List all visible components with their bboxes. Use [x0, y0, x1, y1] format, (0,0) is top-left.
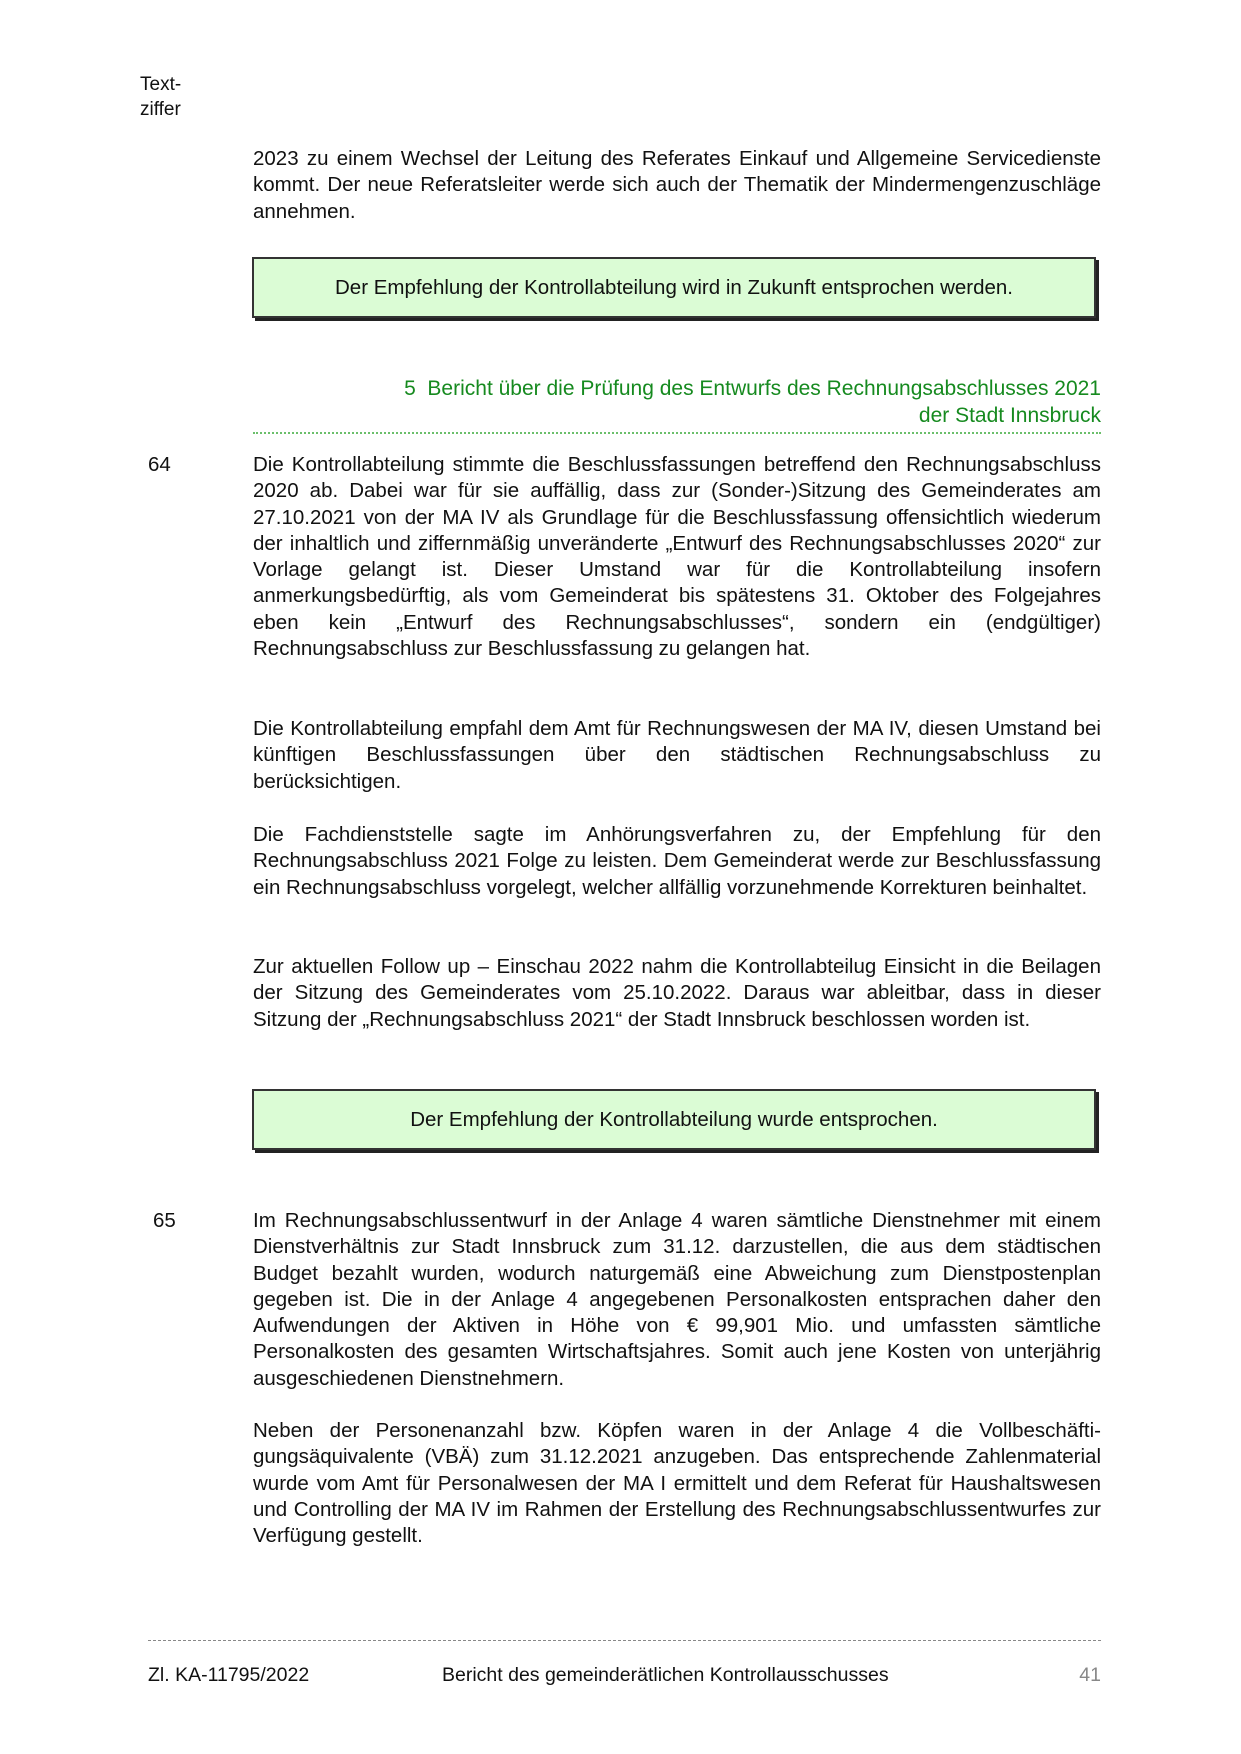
margin-label-line2: ziffer	[140, 99, 181, 120]
recommendation-box-1	[252, 257, 1096, 318]
recommendation-box-2	[252, 1089, 1096, 1150]
section-title-line2: der Stadt Innsbruck	[918, 404, 1101, 427]
item-65-paragraph-1: Im Rechnungsabschlussentwurf in der Anlage 4 waren sämtliche Dienstnehmer mit einem Dienstverhältnis zur Stadt Innsbruck zum 31.12. darzustellen, die aus dem städtischen Budget bezahlt wurden, wodurch naturgemäß eine Abweichung zum Dienstpostenplan gegeben ist. Die in der Anlage 4 angegebenen Personalkosten entsprachen daher den Aufwendungen der Aktiven in Höhe von € 99,901 Mio. und umfassten sämtliche Personalkosten des gesamten Wirtschaftsjahres. Somit auch jene Kosten von unterjährig ausgeschiedenen Dienstnehmern.	[253, 1209, 1101, 1390]
intro-paragraph: 2023 zu einem Wechsel der Leitung des Referates Einkauf und Allgemeine Servicedienste kommt. Der neue Referatsleiter werde sich auch der Thematik der Mindermengenzuschläge annehmen.	[253, 147, 1101, 223]
footer-reference: Zl. KA-11795/2022	[148, 1664, 310, 1686]
item-64-paragraph-3: Die Fachdienststelle sagte im Anhörungsverfahren zu, der Empfehlung für den Rechnungsabschluss 2021 Folge zu leisten. Dem Gemeinderat werde zur Beschlussfassung ein Rechnungsabschluss vorgelegt, welcher allfällig vorzunehmende Korrekturen beinhaltet.	[253, 823, 1101, 899]
section-number: 5	[404, 377, 416, 400]
item-64-paragraph-4: Zur aktuellen Follow up – Einschau 2022 nahm die Kontrollabteilug Einsicht in die Beilagen der Sitzung des Gemeinderates vom 25.10.2022. Daraus war ableitbar, dass in dieser Sitzung der „Rechnungsabschluss 2021“ der Stadt Innsbruck beschlossen worden ist.	[253, 955, 1101, 1031]
item-number-64: 64	[148, 453, 171, 476]
item-65-paragraph-2: Neben der Personenanzahl bzw. Köpfen waren in der Anlage 4 die Vollbeschäftigungsäquivalente (VBÄ) zum 31.12.2021 anzugeben. Das entsprechende Zahlenmaterial wurde vom Amt für Personalwesen der MA I ermittelt und dem Referat für Haushaltswesen und Controlling der MA IV im Rahmen der Erstellung des Rechnungsabschlussentwurfes zur Verfügung gestellt.	[253, 1419, 1101, 1548]
footer-title: Bericht des gemeinderätlichen Kontrollausschusses	[442, 1664, 889, 1686]
section-title-line1: Bericht über die Prüfung des Entwurfs des Rechnungsabschlusses 2021	[427, 377, 1101, 400]
section-divider	[253, 432, 1101, 434]
margin-label	[140, 72, 200, 122]
recommendation-text-2: Der Empfehlung der Kontrollabteilung wurde entsprochen.	[410, 1108, 938, 1131]
footer-divider	[148, 1640, 1101, 1641]
recommendation-text-1: Der Empfehlung der Kontrollabteilung wird in Zukunft entsprochen werden.	[334, 276, 1014, 299]
item-number-65: 65	[153, 1209, 176, 1232]
section-heading	[253, 375, 1101, 429]
footer-page-number: 41	[1079, 1664, 1101, 1686]
item-64-paragraph-1: Die Kontrollabteilung stimmte die Beschlussfassungen betreffend den Rechnungsabschluss 2020 ab. Dabei war für sie auffällig, dass zur (Sonder-)Sitzung des Gemeinderates am 27.10.2021 von der MA IV als Grundlage für die Beschlussfassung offensichtlich wiederum der inhaltlich und ziffernmäßig unveränderte „Entwurf des Rechnungsabschlusses 2020“ zur Vorlage gelangt ist. Dieser Umstand war für die Kontrollabteilung insofern anmerkungsbedürftig, als vom Gemeinderat bis spätestens 31. Oktober des Folgejahres eben kein „Entwurf des Rechnungsabschlusses“, sondern ein (endgültiger) Rechnungsabschluss zur Beschlussfassung zu gelangen hat.	[253, 453, 1101, 661]
item-64-paragraph-2: Die Kontrollabteilung empfahl dem Amt für Rechnungswesen der MA IV, diesen Umstand bei künftigen Beschlussfassungen über den städtischen Rechnungsabschluss zu berücksichtigen.	[253, 717, 1101, 793]
margin-label-line1: Text-	[140, 74, 182, 95]
